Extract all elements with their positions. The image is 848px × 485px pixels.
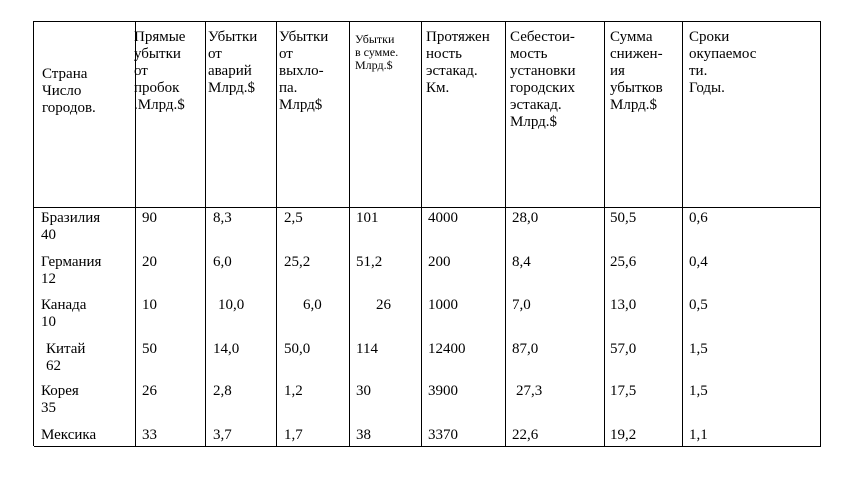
table-cell: 10,0 <box>218 297 245 313</box>
table-cell: 19,2 <box>610 427 637 443</box>
table-cell: 0,4 <box>689 254 708 270</box>
table-cell: 1,1 <box>689 427 708 443</box>
table-cell: 51,2 <box>356 254 383 270</box>
column-divider <box>205 22 206 446</box>
table-cell: 0,6 <box>689 210 708 226</box>
table-cell: 3370 <box>428 427 458 443</box>
table-cell: 25,6 <box>610 254 637 270</box>
table-cell-country: Канада 10 <box>41 297 87 330</box>
table-cell: 8,4 <box>512 254 531 270</box>
table-cell: 1000 <box>428 297 458 313</box>
table-cell: 27,3 <box>516 383 543 399</box>
header-exhaust-losses: Убытки от выхло- па. Млрд$ <box>279 29 329 113</box>
table-cell: 38 <box>356 427 371 443</box>
table-cell: 90 <box>142 210 157 226</box>
table-cell: 28,0 <box>512 210 539 226</box>
header-accident-losses: Убытки от аварий Млрд.$ <box>208 29 258 96</box>
table-cell: 50,5 <box>610 210 637 226</box>
table-cell: 114 <box>356 341 378 357</box>
table-cell-country: Бразилия 40 <box>41 210 101 243</box>
table-cell: 25,2 <box>284 254 311 270</box>
data-table <box>33 21 821 446</box>
table-cell: 50 <box>142 341 157 357</box>
column-divider <box>421 22 422 446</box>
header-loss-reduction: Сумма снижен- ия убытков Млрд.$ <box>610 29 663 113</box>
column-divider <box>682 22 683 446</box>
table-cell: 1,2 <box>284 383 303 399</box>
table-cell: 12400 <box>428 341 466 357</box>
table-cell-country: Китай 62 <box>46 341 86 374</box>
header-country: Страна Число городов. <box>42 66 96 116</box>
header-divider <box>34 207 821 208</box>
table-cell: 2,8 <box>213 383 232 399</box>
table-cell: 20 <box>142 254 157 270</box>
column-divider <box>349 22 350 446</box>
table-right-border <box>820 22 821 446</box>
table-cell: 2,5 <box>284 210 303 226</box>
table-cell: 50,0 <box>284 341 311 357</box>
table-cell: 17,5 <box>610 383 637 399</box>
table-cell: 87,0 <box>512 341 539 357</box>
table-cell: 200 <box>428 254 451 270</box>
table-cell: 3900 <box>428 383 458 399</box>
table-cell-country: Корея 35 <box>41 383 79 416</box>
table-cell: 14,0 <box>213 341 240 357</box>
table-bottom-border <box>34 446 821 447</box>
table-cell: 4000 <box>428 210 458 226</box>
column-divider <box>505 22 506 446</box>
column-divider <box>276 22 277 446</box>
table-cell: 57,0 <box>610 341 637 357</box>
table-cell: 8,3 <box>213 210 232 226</box>
table-cell: 7,0 <box>512 297 531 313</box>
table-cell: 101 <box>356 210 379 226</box>
header-overpass-cost: Себестои- мость установки городских эстакад. Млрд.$ <box>510 29 576 130</box>
table-cell: 6,0 <box>213 254 232 270</box>
table-cell: 13,0 <box>610 297 637 313</box>
table-cell-country: Германия 12 <box>41 254 102 287</box>
header-total-losses: Убытки в сумме. Млрд.$ <box>355 32 399 72</box>
header-direct-losses: Прямые убытки от пробок .Млрд.$ <box>134 29 186 113</box>
table-cell: 0,5 <box>689 297 708 313</box>
table-cell: 26 <box>142 383 157 399</box>
table-cell: 3,7 <box>213 427 232 443</box>
header-payback: Сроки окупаемос ти. Годы. <box>689 29 757 96</box>
header-overpass-length: Протяжен ность эстакад. Км. <box>426 29 490 96</box>
table-cell: 6,0 <box>303 297 322 313</box>
table-cell: 1,5 <box>689 341 708 357</box>
table-cell-country: Мексика <box>41 427 97 443</box>
table-cell: 1,5 <box>689 383 708 399</box>
table-cell: 10 <box>142 297 157 313</box>
table-cell: 33 <box>142 427 157 443</box>
table-cell: 1,7 <box>284 427 303 443</box>
table-cell: 30 <box>356 383 371 399</box>
table-cell: 26 <box>376 297 391 313</box>
column-divider <box>604 22 605 446</box>
table-cell: 22,6 <box>512 427 539 443</box>
